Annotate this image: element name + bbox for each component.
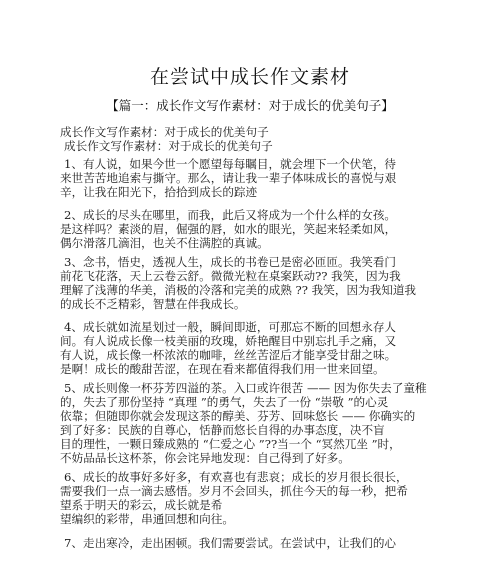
text-line: 辛，让我在阳光下，拾拾到成长的踪迹 (60, 185, 258, 199)
text-line: 6、成长的故事好多好多，有欢喜也有悲哀；成长的岁月很长很长， (64, 470, 408, 484)
text-line: 依靠；但随即你就会发现这茶的醇美、芬芳、回味悠长 —— 你确实的 (60, 409, 416, 423)
text-line: 偶尔滑落几滴泪，也关不住满腔的真诚。 (60, 236, 269, 250)
text-line: 需要我们一点一滴去感悟。岁月不会回头，抓住今天的每一秒，把希 (60, 484, 408, 498)
text-line: 前花飞花落，天上云卷云舒。微微光粒在桌案跃动?? 我笑，因为我 (60, 269, 401, 283)
text-line: 来世苦苦地追索与撕守。那么，请让我一辈子体味成长的喜悦与艰 (60, 171, 397, 185)
text-line: 望系于明天的彩云，成长就是希 (60, 498, 223, 512)
text-line: 4、成长就如流星划过一般，瞬间即逝，可那忘不断的回想永存人 (64, 320, 397, 334)
text-line: 成长作文写作素材：对于成长的优美句子 (64, 139, 273, 153)
text-line: 2、成长的尽头在哪里，而我，此后又将成为一个什么样的女孩。 (64, 208, 397, 222)
text-line: 有人说，成长像一杯浓浓的咖啡，丝丝苦涩后才能享受甘甜之味。 (60, 348, 397, 362)
text-line: 不妨品品长这杯茶，你会诧异地发现：自己得到了好多。 (60, 451, 350, 465)
text-line: 1、有人说，如果今世一个愿望每每瞩目，就会埋下一个伏笔，待 (64, 157, 397, 171)
text-line: 望编织的彩带，串通回想和向往。 (60, 512, 234, 526)
text-line: 5、成长则像一杯芬芳四溢的茶。入口或许很苦 —— 因为你失去了童稚 (64, 381, 427, 395)
text-line: 间。有人说成长像一枝美丽的玫瑰，娇艳醒目中别忘扎手之痛，又 (60, 334, 397, 348)
text-line: 理解了浅薄的华美，消极的冷落和完美的成熟 ?? 我笑，因为我知道我 (60, 283, 417, 297)
text-line: 的，失去了那份坚持 “真理 ”的勇气，失去了一份 “崇敬 ”的心灵 (60, 395, 389, 409)
text-line: 是这样吗？素淡的眉，倔强的唇，如水的眼光，笑起来轻柔如风， (60, 222, 397, 236)
text-line: 3、念书，悟史，透视人生，成长的书卷已是密必匝匝。我笑看门 (64, 255, 397, 269)
text-line: 的成长不乏精彩，智慧在伴我成长。 (60, 297, 246, 311)
page-title: 在尝试中成长作文素材 (149, 66, 350, 88)
text-line: 是啊！成长的酸甜苦涩，在现在看来都值得我们用一世来回望。 (60, 362, 385, 376)
text-line: 到了好多：民族的自尊心，恬静而悠长自得的办事态度，决不盲 (60, 423, 385, 437)
text-line: 目的理性，一颗日臻成熟的 “仁爱之心 ”??当一个 “冥然兀坐 ”时， (60, 437, 401, 451)
text-line: 7、走出寒冷，走出困顿。我们需要尝试。在尝试中，让我们的心 (64, 536, 397, 550)
text-line: 成长作文写作素材：对于成长的优美句子 (60, 125, 269, 139)
section-heading: 【篇一：成长作文写作素材：对于成长的优美句子】 (106, 98, 394, 113)
